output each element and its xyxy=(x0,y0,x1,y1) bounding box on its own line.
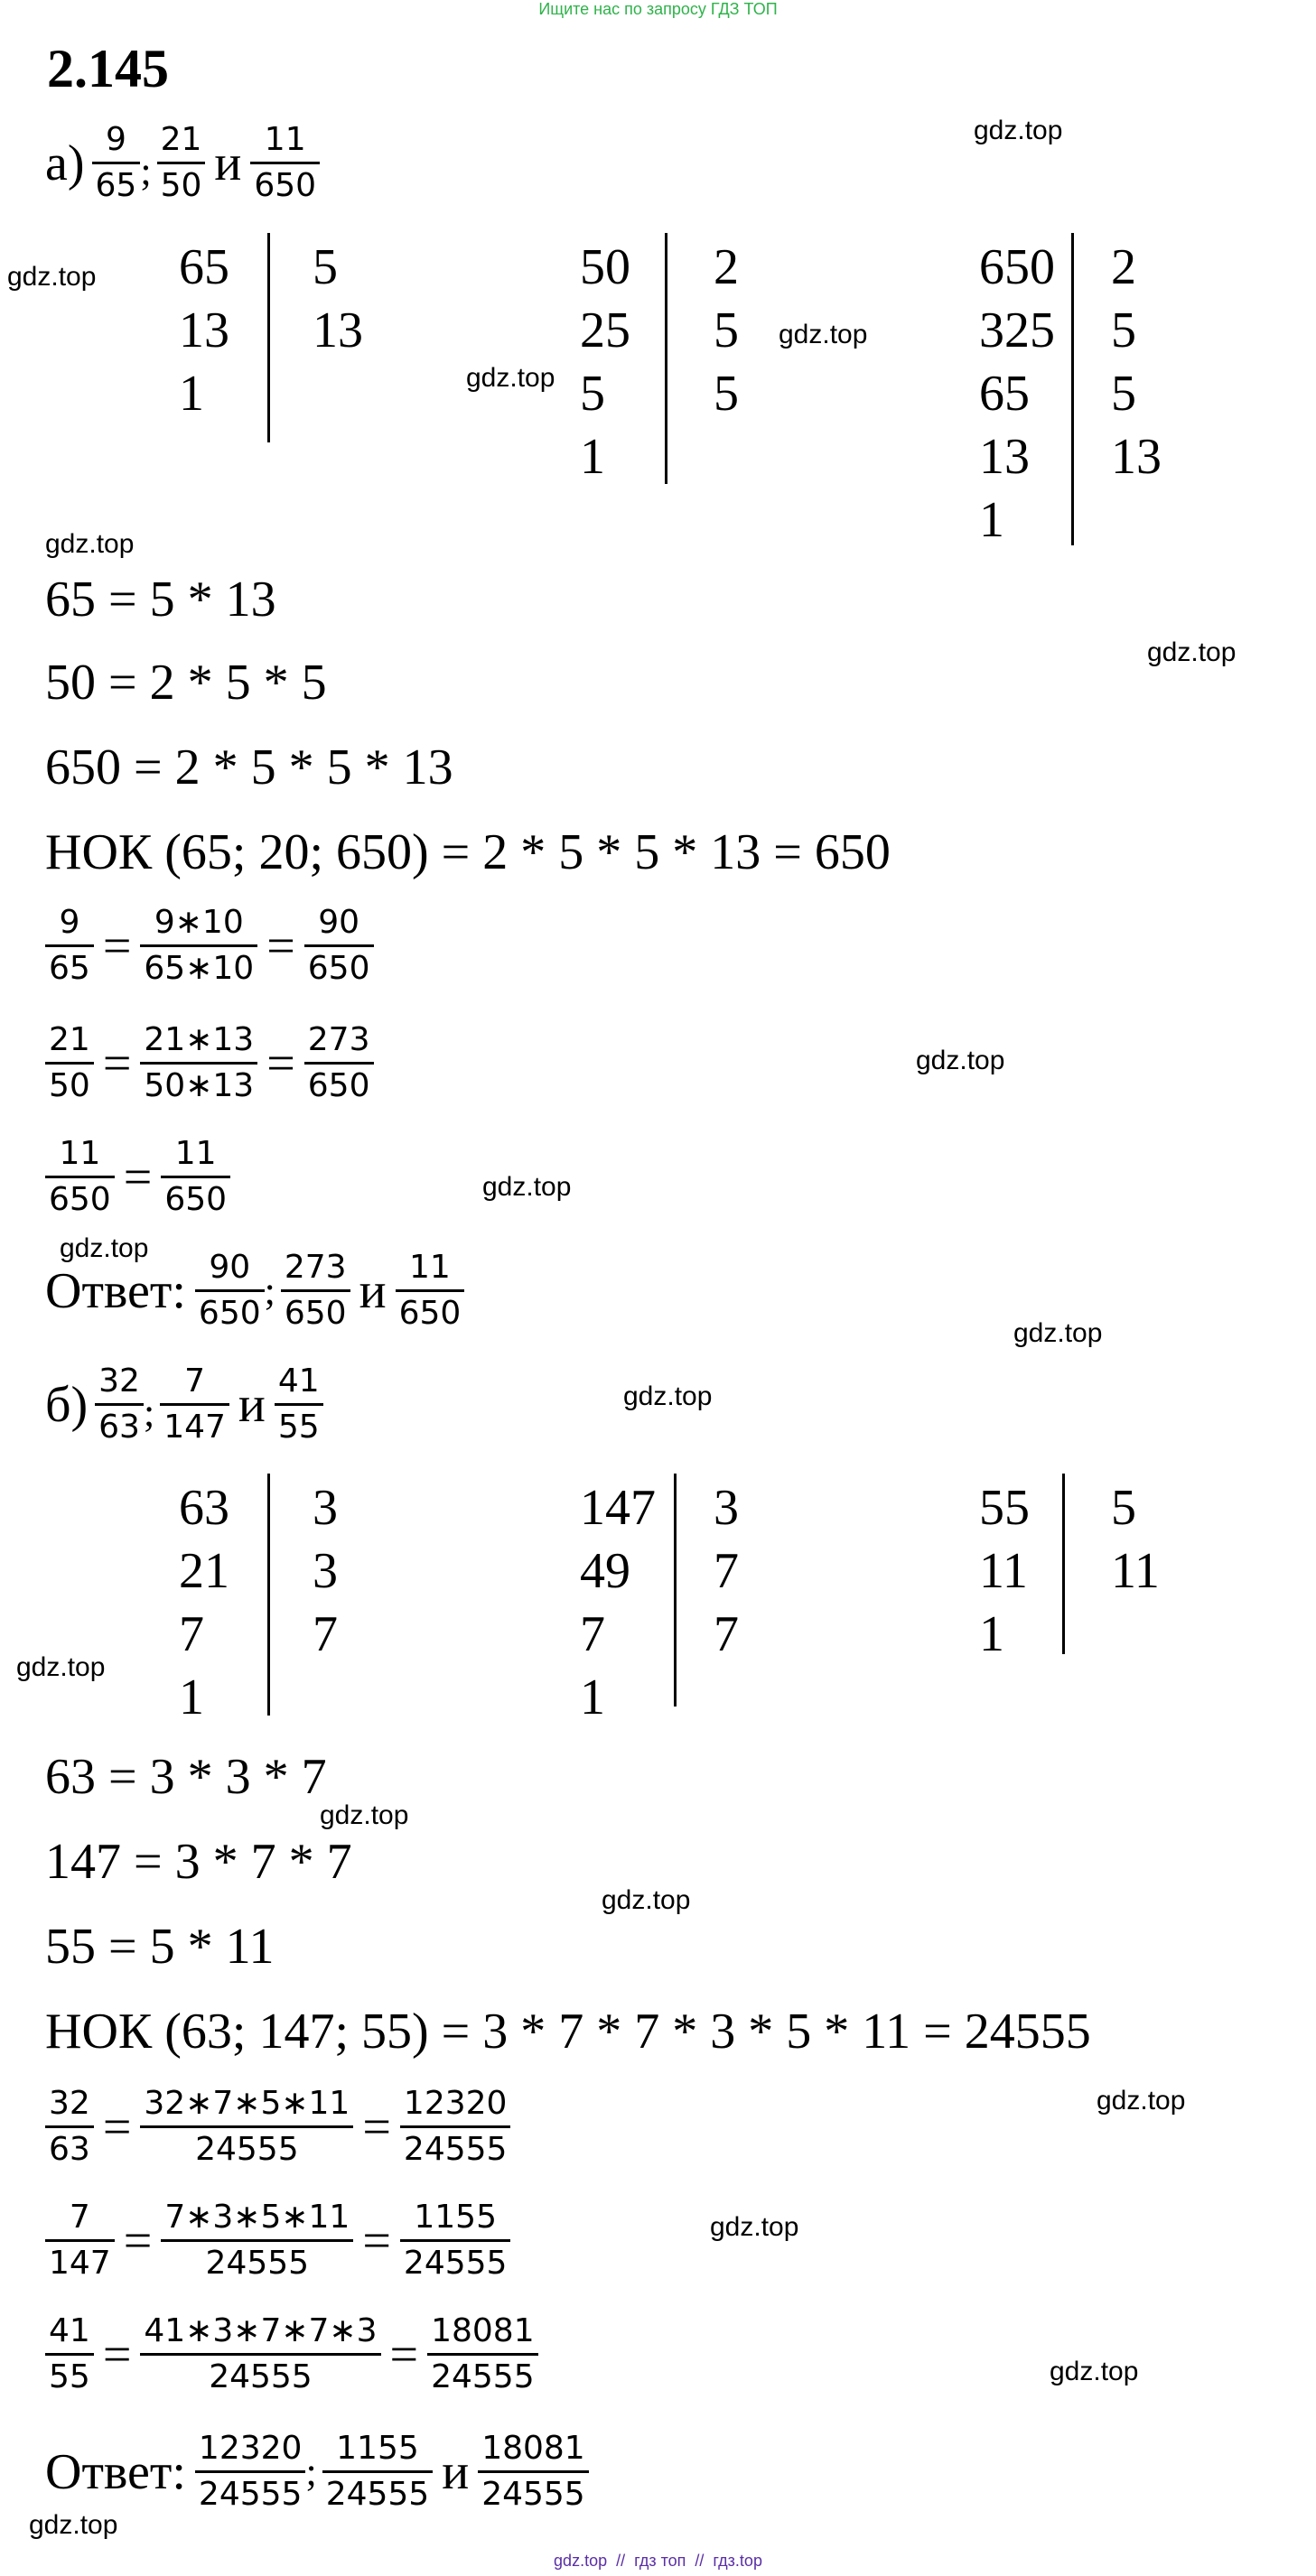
conversion-row: $\frac{21}{50}$ = $\frac{21∗13}{50∗13}$ = $\frac{273}{650}$ xyxy=(45,1022,374,1104)
cell: 1 xyxy=(979,492,1004,548)
factorization-147: 147 = 3 * 7 * 7 xyxy=(45,1834,352,1890)
cell: 7 xyxy=(580,1606,605,1662)
separator: ; xyxy=(140,149,152,193)
cell: 3 xyxy=(313,1543,338,1599)
divider-line xyxy=(674,1474,677,1706)
watermark: gdz.top xyxy=(16,1652,106,1682)
cell: 13 xyxy=(1111,429,1162,485)
fraction: $\frac{18081}{24555}$ xyxy=(478,2431,589,2513)
watermark: gdz.top xyxy=(623,1381,713,1411)
cell: 5 xyxy=(714,366,739,422)
cell: 5 xyxy=(1111,366,1136,422)
fraction: $\frac{41}{55}$ xyxy=(45,2313,94,2395)
cell: 1 xyxy=(580,1669,605,1725)
cell: 147 xyxy=(580,1480,656,1536)
fraction: $\frac{11}{650}$ xyxy=(161,1136,230,1218)
fraction: $\frac{21}{50}$ xyxy=(45,1022,94,1104)
fraction: $\frac{7∗3∗5∗11}{24555}$ xyxy=(161,2199,353,2282)
fraction: $\frac{32∗7∗5∗11}{24555}$ xyxy=(140,2086,353,2168)
factorization-65: 65 = 5 * 13 xyxy=(45,572,276,628)
conversion-row: $\frac{9}{65}$ = $\frac{9∗10}{65∗10}$ = $\frac{90}{650}$ xyxy=(45,905,374,987)
top-banner: Ищите нас по запросу ГДЗ ТОП xyxy=(538,0,778,18)
fraction: $\frac{12320}{24555}$ xyxy=(195,2431,306,2513)
cell: 11 xyxy=(979,1543,1028,1599)
cell: 3 xyxy=(714,1480,739,1536)
part-b-label: б) xyxy=(45,1376,89,1433)
problem-number: 2.145 xyxy=(47,39,169,98)
cell: 325 xyxy=(979,302,1055,358)
watermark: gdz.top xyxy=(1097,2086,1186,2116)
fraction: $\frac{41∗3∗7∗7∗3}{24555}$ xyxy=(140,2313,380,2395)
cell: 1 xyxy=(979,1606,1004,1662)
part-b-header xyxy=(45,1363,323,1446)
fraction: $\frac{11}{650}$ xyxy=(250,122,320,204)
cell: 2 xyxy=(714,239,739,295)
fraction: $\frac{32}{63}$ xyxy=(45,2086,94,2168)
fraction: $\frac{11}{650}$ xyxy=(45,1136,115,1218)
fraction: $\frac{273}{650}$ xyxy=(304,1022,374,1104)
divider-line xyxy=(267,1474,270,1716)
lcm-line: НОК (65; 20; 650) = 2 * 5 * 5 * 13 = 650 xyxy=(45,824,891,880)
watermark: gdz.top xyxy=(710,2212,799,2242)
fraction: $\frac{21}{50}$ xyxy=(157,122,206,204)
separator: ; xyxy=(143,1390,155,1435)
watermark: gdz.top xyxy=(29,2510,118,2540)
cell: 25 xyxy=(580,302,630,358)
watermark: gdz.top xyxy=(1050,2357,1139,2386)
answer-a: Ответ: $\frac{90}{650}$ ; $\frac{273}{650}$ и $\frac{11}{650}$ xyxy=(45,1250,464,1332)
fraction: $\frac{90}{650}$ xyxy=(195,1250,265,1332)
bottom-banner: gdz.top // гдз топ // гдз.top xyxy=(554,2552,762,2570)
conversion-row: $\frac{7}{147}$ = $\frac{7∗3∗5∗11}{24555}$ = $\frac{1155}{24555}$ xyxy=(45,2199,510,2282)
part-a-header xyxy=(45,122,320,204)
cell: 49 xyxy=(580,1543,630,1599)
cell: 7 xyxy=(313,1606,338,1662)
factorization-650: 650 = 2 * 5 * 5 * 13 xyxy=(45,739,453,795)
watermark: gdz.top xyxy=(320,1800,409,1830)
divider-line xyxy=(665,233,667,484)
fraction: $\frac{21∗13}{50∗13}$ xyxy=(140,1022,257,1104)
watermark: gdz.top xyxy=(466,363,555,393)
cell: 5 xyxy=(714,302,739,358)
cell: 5 xyxy=(313,239,338,295)
fraction: $\frac{9}{65}$ xyxy=(92,122,141,204)
divider-line xyxy=(1071,233,1074,545)
watermark: gdz.top xyxy=(482,1172,572,1202)
fraction: $\frac{273}{650}$ xyxy=(281,1250,350,1332)
cell: 1 xyxy=(179,366,204,422)
watermark: gdz.top xyxy=(779,320,868,349)
fraction: $\frac{1155}{24555}$ xyxy=(400,2199,511,2282)
cell: 13 xyxy=(313,302,363,358)
factorization-50: 50 = 2 * 5 * 5 xyxy=(45,655,327,711)
part-a-label: а) xyxy=(45,135,85,191)
cell: 1 xyxy=(179,1669,204,1725)
cell: 1 xyxy=(580,429,605,485)
watermark: gdz.top xyxy=(916,1046,1005,1075)
divider-line xyxy=(1062,1474,1065,1654)
fraction: $\frac{9}{65}$ xyxy=(45,905,94,987)
and-word: и xyxy=(238,1376,266,1433)
cell: 5 xyxy=(1111,1480,1136,1536)
cell: 5 xyxy=(580,366,605,422)
watermark: gdz.top xyxy=(45,529,135,559)
cell: 13 xyxy=(979,429,1030,485)
fraction: $\frac{1155}{24555}$ xyxy=(322,2431,434,2513)
answer-label: Ответ: xyxy=(45,2443,186,2500)
cell: 7 xyxy=(714,1543,739,1599)
fraction: $\frac{12320}{24555}$ xyxy=(400,2086,511,2168)
lcm-line: НОК (63; 147; 55) = 3 * 7 * 7 * 3 * 5 * 11 = 24555 xyxy=(45,2004,1091,2060)
cell: 65 xyxy=(179,239,229,295)
fraction: $\frac{9∗10}{65∗10}$ xyxy=(140,905,257,987)
watermark: gdz.top xyxy=(974,116,1063,145)
divider-line xyxy=(267,233,270,442)
factorization-55: 55 = 5 * 11 xyxy=(45,1919,275,1975)
fraction: $\frac{90}{650}$ xyxy=(304,905,374,987)
cell: 3 xyxy=(313,1480,338,1536)
cell: 21 xyxy=(179,1543,229,1599)
cell: 63 xyxy=(179,1480,229,1536)
answer-label: Ответ: xyxy=(45,1262,186,1319)
cell: 7 xyxy=(714,1606,739,1662)
fraction: $\frac{41}{55}$ xyxy=(275,1363,323,1446)
watermark: gdz.top xyxy=(602,1885,691,1915)
and-word: и xyxy=(214,135,242,191)
cell: 11 xyxy=(1111,1543,1160,1599)
watermark: gdz.top xyxy=(60,1233,149,1263)
conversion-row: $\frac{41}{55}$ = $\frac{41∗3∗7∗7∗3}{24555}$ = $\frac{18081}{24555}$ xyxy=(45,2313,538,2395)
cell: 55 xyxy=(979,1480,1030,1536)
cell: 7 xyxy=(179,1606,204,1662)
fraction: $\frac{11}{650}$ xyxy=(396,1250,465,1332)
cell: 5 xyxy=(1111,302,1136,358)
cell: 65 xyxy=(979,366,1030,422)
watermark: gdz.top xyxy=(1013,1318,1103,1348)
conversion-row: $\frac{11}{650}$ = $\frac{11}{650}$ xyxy=(45,1136,230,1218)
cell: 50 xyxy=(580,239,630,295)
fraction: $\frac{32}{63}$ xyxy=(95,1363,144,1446)
cell: 650 xyxy=(979,239,1055,295)
cell: 2 xyxy=(1111,239,1136,295)
answer-b: Ответ: $\frac{12320}{24555}$ ; $\frac{1155}{24555}$ и $\frac{18081}{24555}$ xyxy=(45,2431,589,2513)
cell: 13 xyxy=(179,302,229,358)
watermark: gdz.top xyxy=(1147,637,1237,667)
fraction: $\frac{18081}{24555}$ xyxy=(427,2313,538,2395)
conversion-row: $\frac{32}{63}$ = $\frac{32∗7∗5∗11}{24555}$ = $\frac{12320}{24555}$ xyxy=(45,2086,510,2168)
fraction: $\frac{7}{147}$ xyxy=(160,1363,229,1446)
fraction: $\frac{7}{147}$ xyxy=(45,2199,115,2282)
watermark: gdz.top xyxy=(7,262,97,292)
factorization-63: 63 = 3 * 3 * 7 xyxy=(45,1749,327,1805)
